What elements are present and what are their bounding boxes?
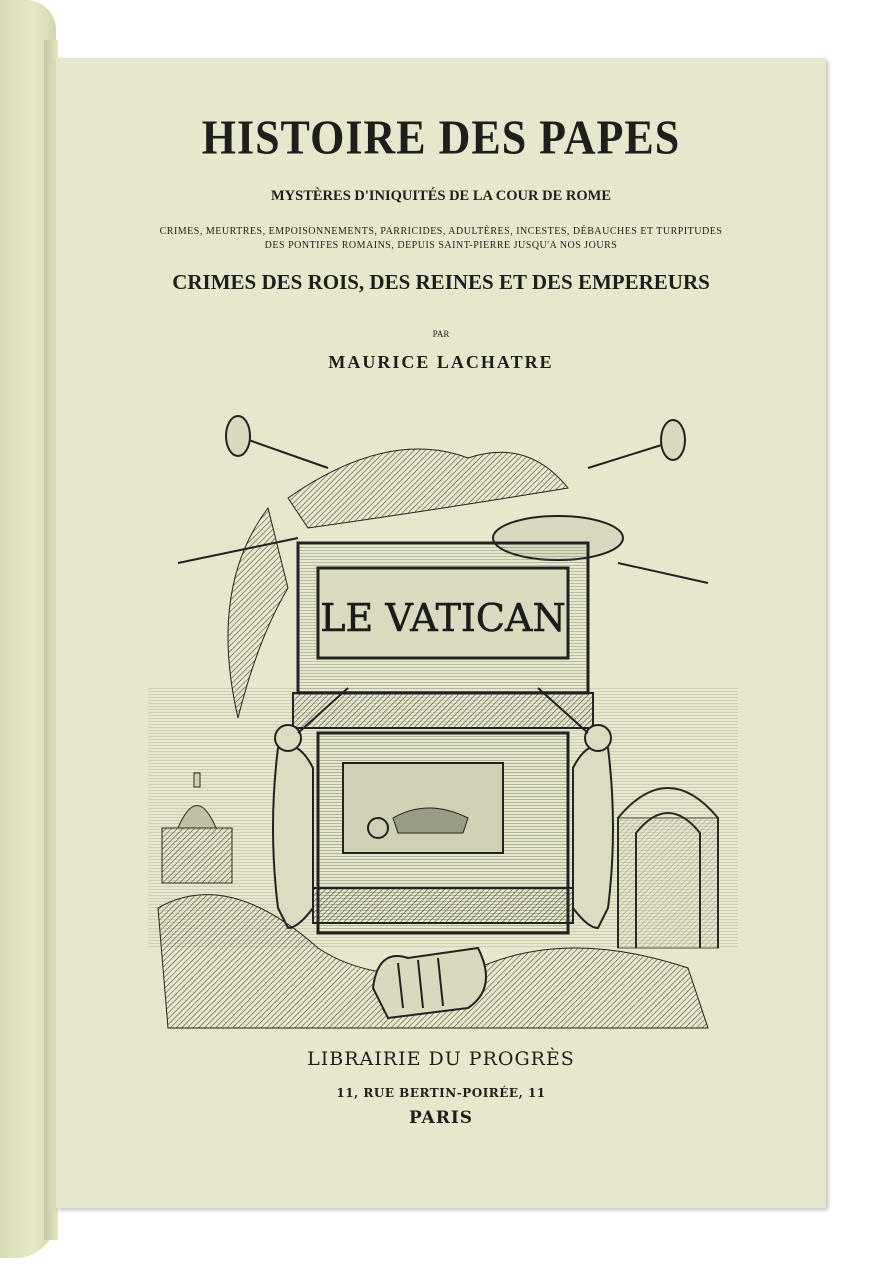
by-label: PAR	[432, 329, 450, 339]
publisher-city: PARIS	[408, 1108, 474, 1128]
vatican-engraving	[148, 388, 738, 1038]
laurel-left	[228, 508, 288, 718]
publisher-name: LIBRAIRIE DU PROGRÈS	[307, 1048, 575, 1070]
publisher-address: 11, RUE BERTIN-POIRÉE, 11	[336, 1086, 546, 1100]
title-page	[56, 58, 826, 1208]
book-title: HISTOIRE DES PAPES	[201, 110, 681, 165]
engraving-inscription: LE VATICAN	[320, 596, 566, 640]
author-name: MAURICE LACHATRE	[328, 352, 554, 372]
description-line-1: CRIMES, MEURTRES, EMPOISONNEMENTS, PARRICIDES, ADULTÈRES, INCESTES, DÉBAUCHES ET TURPITUDES	[159, 226, 723, 237]
description-line-2: DES PONTIFES ROMAINS, DEPUIS SAINT-PIERRE JUSQU'A NOS JOURS	[264, 240, 618, 251]
lyre	[373, 948, 486, 1018]
crimes-heading: CRIMES DES ROIS, DES REINES ET DES EMPEREURS	[172, 270, 710, 294]
foliage-top	[288, 449, 568, 528]
book-subtitle: MYSTÈRES D'INIQUITÉS DE LA COUR DE ROME	[270, 188, 611, 204]
